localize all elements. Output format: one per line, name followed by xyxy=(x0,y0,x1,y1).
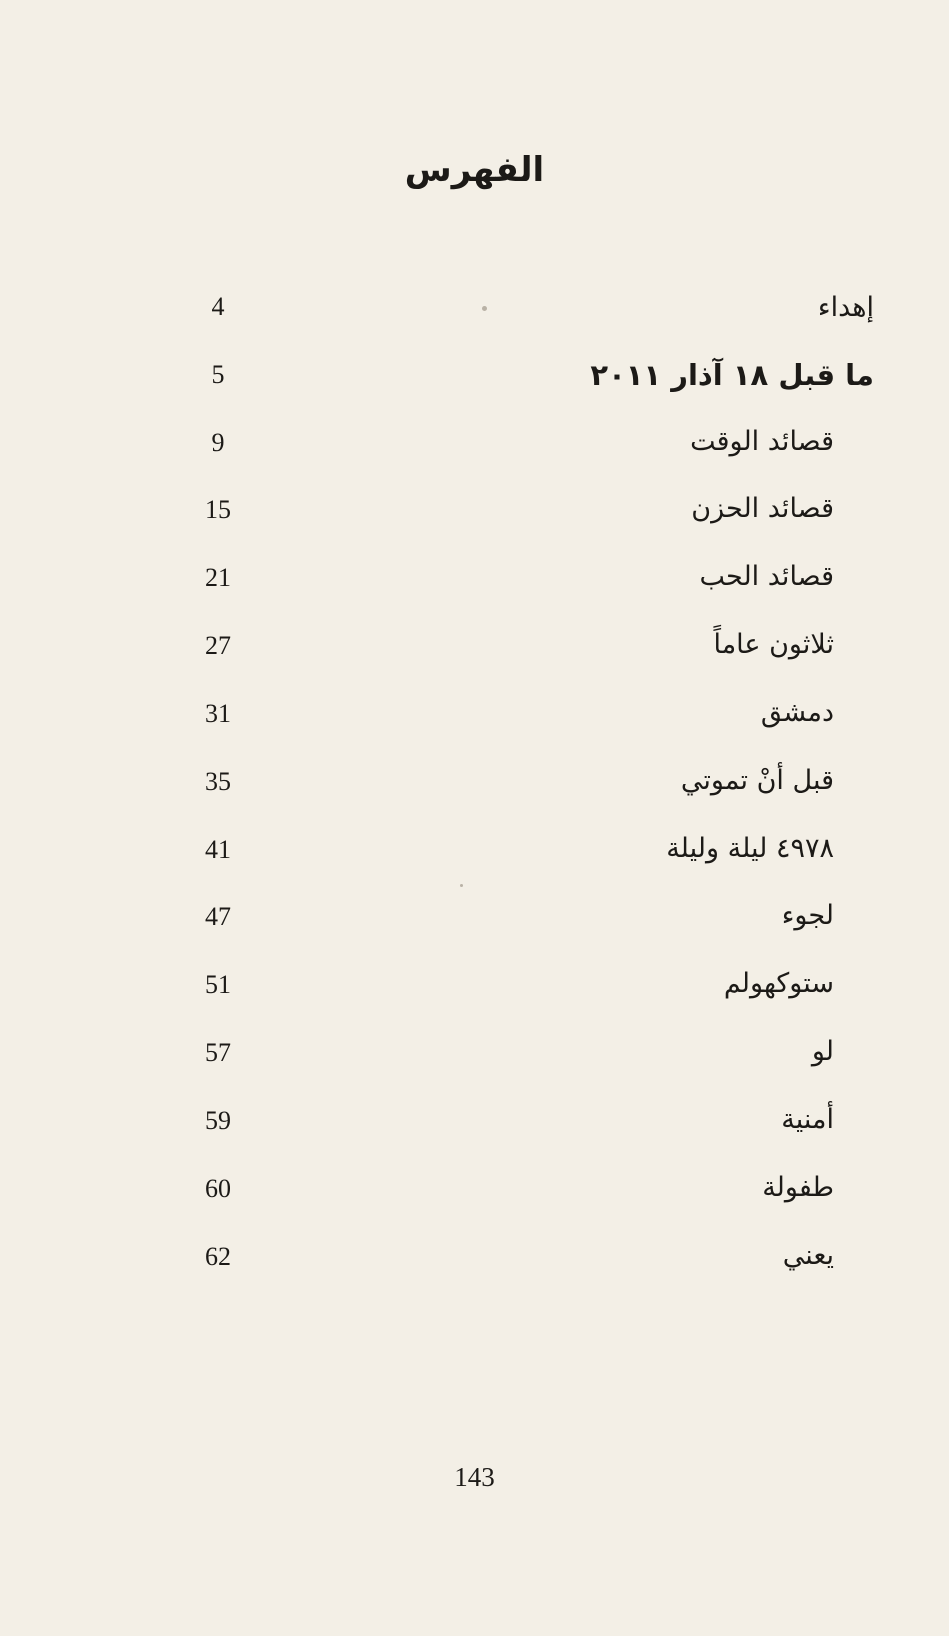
toc-entry-label: أمنية xyxy=(781,1104,834,1135)
toc-page-number: 27 xyxy=(205,631,231,660)
toc-page-number: 4 xyxy=(211,292,225,321)
toc-entry-label: لجوء xyxy=(781,900,834,931)
toc-page-number: 59 xyxy=(205,1106,231,1135)
toc-page-number: 51 xyxy=(205,970,231,999)
toc-page-number: 47 xyxy=(205,902,231,931)
toc-row xyxy=(0,968,949,1018)
toc-entry-label: ٤٩٧٨ ليلة وليلة xyxy=(666,833,834,864)
toc-entry-label: يعني xyxy=(782,1240,834,1271)
toc-page-number: 31 xyxy=(205,699,231,728)
toc-row xyxy=(0,1104,949,1154)
toc-entry-label: ثلاثون عاماً xyxy=(713,629,834,660)
toc-entry-label: قصائد الوقت xyxy=(690,426,834,457)
toc-page-number: 9 xyxy=(211,428,225,457)
toc-row xyxy=(0,833,949,883)
toc-entry-label: قبل أنْ تموتي xyxy=(680,765,834,796)
toc-page-number: 41 xyxy=(205,835,231,864)
toc-page-number: 15 xyxy=(205,495,231,524)
toc-entry-label: دمشق xyxy=(760,697,834,728)
toc-row xyxy=(0,900,949,950)
page-title: الفهرس xyxy=(404,150,545,190)
toc-entry-label: لو xyxy=(811,1036,834,1067)
toc-section-heading: ما قبل ١٨ آذار ٢٠١١ xyxy=(590,358,874,392)
toc-entry-label: إهداء xyxy=(817,292,874,323)
toc-entry-label: ستوكهولم xyxy=(723,968,834,999)
toc-entry-label: قصائد الحزن xyxy=(691,493,834,524)
toc-row xyxy=(0,1240,949,1290)
toc-entry-label: طفولة xyxy=(762,1172,834,1203)
toc-row xyxy=(0,765,949,815)
toc-row xyxy=(0,1172,949,1222)
toc-page-number: 35 xyxy=(205,767,231,796)
page-number: 143 xyxy=(454,1462,495,1492)
toc-row xyxy=(0,493,949,543)
toc-row xyxy=(0,697,949,747)
toc-row xyxy=(0,290,949,340)
toc-row xyxy=(0,358,949,408)
toc-page-number: 62 xyxy=(205,1242,231,1271)
toc-row xyxy=(0,1036,949,1086)
toc-page-number: 5 xyxy=(211,360,225,389)
toc-entry-label: قصائد الحب xyxy=(699,561,834,592)
toc-page-number: 60 xyxy=(205,1174,231,1203)
toc-row xyxy=(0,561,949,611)
toc-row xyxy=(0,629,949,679)
toc-page-number: 21 xyxy=(205,563,231,592)
toc-row xyxy=(0,426,949,476)
paper-speck xyxy=(460,884,463,887)
toc-page-number: 57 xyxy=(205,1038,231,1067)
